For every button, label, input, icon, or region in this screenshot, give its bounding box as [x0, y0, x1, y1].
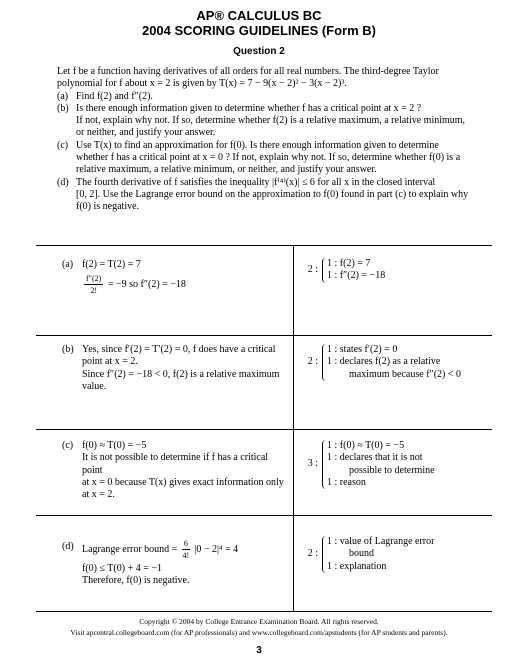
fraction-denominator: 2! [90, 286, 97, 296]
criterion: 1 : reason [327, 476, 366, 488]
stem-line: Let f be a function having derivatives of all orders for all real numbers. The third-degree Taylor [57, 66, 439, 77]
points-value: 2 : [307, 264, 318, 276]
solution-line: value. [82, 380, 107, 392]
points-value: 2 : [307, 548, 318, 560]
solution-d [62, 538, 287, 588]
stem-line: relative maximum, a relative minimum, or neither, and justify your answer. [76, 164, 377, 176]
solution-line: f(2) = T(2) = 7 [82, 259, 141, 270]
stem-line: polynomial for f about x = 2 is given by T(x) = 7 − 9(x − 2)² − 3(x − 2)³. [57, 78, 347, 90]
solution-label: (b) [62, 344, 74, 355]
criterion: 1 : value of Lagrange error [327, 536, 435, 547]
criterion: 1 : explanation [327, 560, 387, 572]
criterion: 1 : declares that it is not [327, 452, 423, 464]
stem-line: f(0) is negative. [76, 201, 140, 213]
criterion: 1 : states f′(2) = 0 [327, 344, 398, 355]
stem-line: whether f has a critical point at x = 0 ? If not, explain why not. If so, determine whether f(0) is a [76, 152, 461, 164]
points-value: 3 : [307, 458, 318, 470]
part-label: (b) [57, 102, 69, 114]
stem-part-c [57, 140, 497, 177]
solution-line: Since f″(2) = −18 < 0, f(2) is a relative maximum [82, 368, 280, 380]
criterion: 1 : f″(2) = −18 [327, 270, 386, 282]
table-column-divider [293, 245, 294, 611]
solution-label: (c) [62, 440, 74, 451]
row-divider [36, 429, 492, 430]
copyright-notice: Copyright © 2004 by College Entrance Examination Board. All rights reserved. [139, 617, 379, 626]
criterion: 1 : declares f(2) as a relative [327, 356, 441, 368]
row-divider [36, 335, 492, 336]
points-value: 2 : [307, 356, 318, 368]
table-top-rule [36, 245, 492, 246]
criteria-brace [322, 258, 385, 283]
solution-line: Therefore, f(0) is negative. [82, 575, 190, 587]
solution-text: Lagrange error bound = [82, 543, 178, 555]
solution-line: It is not possible to determine if f has a critical point [82, 452, 269, 476]
part-label: (a) [57, 90, 69, 102]
fraction-denominator: 4! [182, 551, 190, 560]
stem-line: Find f(2) and f″(2). [76, 90, 153, 102]
solution-line: Yes, since f′(2) = T′(2) = 0, f does have a critical [82, 344, 276, 355]
solution-a [62, 259, 287, 296]
solution-text: |0 − 2|⁴ = 4 [194, 543, 239, 555]
page-title: AP® CALCULUS BC [196, 8, 322, 23]
solution-line: at x = 2. [82, 489, 115, 501]
criterion: 1 : f(2) = 7 [327, 258, 371, 269]
fraction [84, 273, 103, 296]
solution-label: (d) [62, 541, 74, 552]
fraction-numerator: f″(2) [86, 274, 102, 284]
solution-line [82, 538, 287, 561]
stem-line: Is there enough information given to determine whether f has a critical point at x = 2 ? [76, 102, 422, 114]
solution-line: f(0) ≈ T(0) = −5 [82, 440, 147, 451]
scoring-d [305, 536, 495, 573]
criteria-brace [322, 344, 461, 381]
page-subtitle: 2004 SCORING GUIDELINES (Form B) [141, 23, 377, 38]
stem-line: The fourth derivative of f satisfies the inequality |f⁽⁴⁾(x)| ≤ 6 for all x in the closed interval [76, 176, 436, 188]
stem-part-a [57, 91, 497, 103]
stem-line: or neither, and justify your answer. [76, 127, 216, 139]
website-notice: Visit apcentral.collegeboard.com (for AP professionals) and www.collegeboard.com/apstudents (for AP students and parents). [70, 628, 448, 637]
criterion: maximum because f″(2) < 0 [349, 368, 461, 380]
fraction-numerator: 6 [183, 539, 188, 548]
solution-b [62, 344, 287, 393]
scoring-a [305, 258, 495, 283]
fraction [182, 538, 190, 561]
stem-part-b [57, 103, 497, 140]
criterion: 1 : f(0) ≈ T(0) = −5 [327, 440, 405, 451]
solution-c [62, 440, 287, 501]
part-label: (d) [57, 176, 69, 188]
criterion: bound [349, 548, 374, 560]
criteria-brace [322, 440, 435, 489]
solution-text: = −9 so f″(2) = −18 [107, 279, 186, 291]
criterion: possible to determine [349, 464, 435, 476]
stem-line: Use T(x) to find an approximation for f(0). Is there enough information given to determine [76, 139, 439, 151]
solution-line [82, 273, 287, 296]
criteria-brace [322, 536, 434, 573]
stem-line: [0, 2]. Use the Lagrange error bound on the approximation to f(0) found in part (c) to explain why [76, 188, 469, 200]
row-divider [36, 515, 492, 516]
scoring-b [305, 344, 495, 381]
part-label: (c) [57, 139, 69, 151]
scoring-c [305, 440, 495, 489]
solution-line: point at x = 2. [82, 356, 138, 368]
stem-line: If not, explain why not. If so, determine whether f(2) is a relative maximum, a relative minimum, [76, 115, 466, 127]
table-bottom-rule [36, 611, 492, 612]
question-heading: Question 2 [233, 46, 285, 57]
stem-part-d [57, 177, 497, 214]
solution-label: (a) [62, 259, 74, 270]
page-number: 3 [256, 645, 262, 656]
question-stem [57, 66, 497, 214]
solution-line: f(0) ≤ T(0) + 4 = −1 [82, 563, 162, 574]
solution-line: at x = 0 because T(x) gives exact information only [82, 476, 284, 488]
